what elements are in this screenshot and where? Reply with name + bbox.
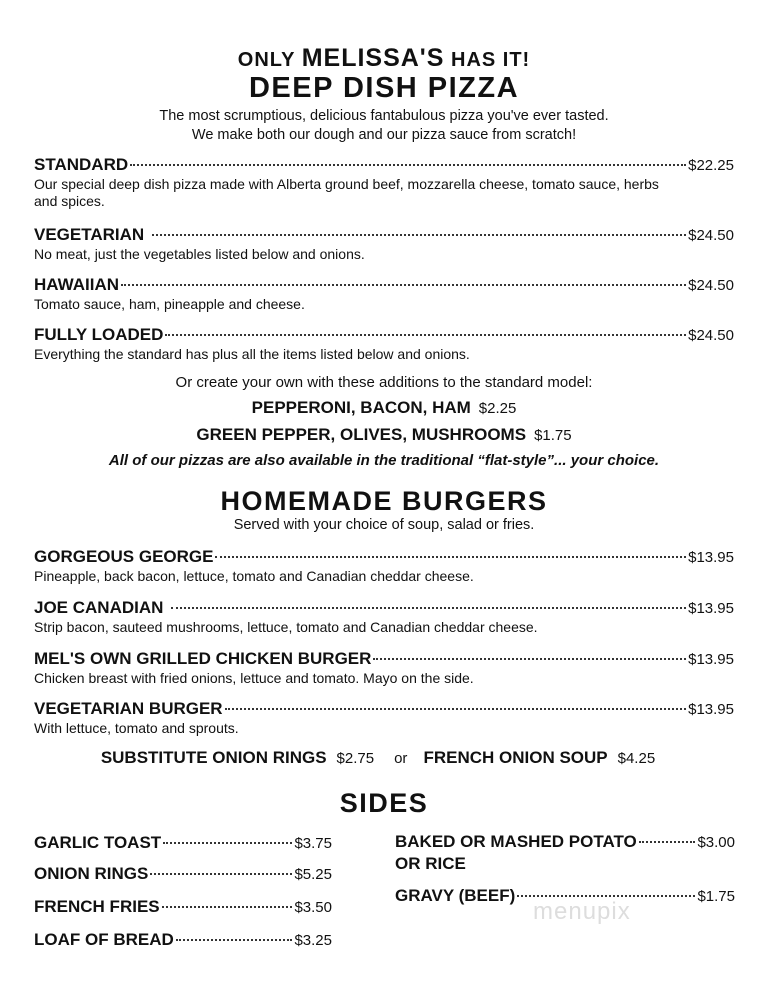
item-description: Chicken breast with fried onions, lettuce and tomato. Mayo on the side.: [34, 670, 474, 686]
item-price: $24.50: [688, 277, 734, 294]
tagline-line-2: We make both our dough and our pizza sauce from scratch!: [191, 127, 577, 143]
dot-leader: [163, 842, 292, 844]
side-item: [34, 897, 332, 917]
dot-leader: [215, 556, 686, 558]
item-price: $13.95: [688, 600, 734, 617]
dot-leader: [225, 708, 687, 710]
addition-meats-label: PEPPERONI, BACON, HAM: [251, 398, 471, 417]
burgers-subtitle: Served with your choice of soup, salad or fries.: [233, 517, 535, 533]
dot-leader: [130, 164, 686, 166]
item-name-line-2: OR RICE: [395, 854, 466, 873]
burger-substitutions: [0, 748, 768, 768]
dot-leader: [150, 873, 292, 875]
item-name: GRAVY (BEEF): [395, 886, 516, 905]
dot-leader: [152, 234, 686, 236]
item-description: Our special deep dish pizza made with Alberta ground beef, mozzarella cheese, tomato sauce, herbs and spices.: [34, 176, 659, 209]
item-name: STANDARD: [34, 155, 129, 174]
addition-meats-price: $2.25: [478, 400, 517, 417]
side-item: [34, 833, 332, 853]
substitute-onion-rings-price: $2.75: [336, 750, 375, 767]
item-price: $5.25: [294, 866, 332, 883]
menu-item-pizza-standard: [34, 155, 734, 210]
item-name: BAKED OR MASHED POTATO: [395, 832, 637, 851]
item-price: $13.95: [688, 701, 734, 718]
item-price: $13.95: [688, 651, 734, 668]
item-name: VEGETARIAN: [34, 225, 145, 244]
side-item-potato: [395, 832, 735, 874]
item-name: JOE CANADIAN: [34, 598, 164, 617]
item-name: ONION RINGS: [34, 864, 149, 883]
menu-item-burger-grilled-chicken: [34, 649, 734, 687]
item-name: HAWAIIAN: [34, 275, 119, 294]
dot-leader: [517, 895, 695, 897]
item-price: $3.25: [294, 932, 332, 949]
menu-item-pizza-hawaiian: [34, 275, 734, 313]
french-onion-soup-label: FRENCH ONION SOUP: [423, 748, 608, 767]
menu-item-pizza-fully-loaded: [34, 325, 734, 363]
additions-intro: Or create your own with these additions to the standard model:: [175, 374, 593, 391]
item-description: Tomato sauce, ham, pineapple and cheese.: [34, 296, 305, 312]
item-price: $13.95: [688, 549, 734, 566]
addition-meats: [0, 398, 768, 418]
item-name: VEGETARIAN BURGER: [34, 699, 223, 718]
item-price: $3.75: [294, 835, 332, 852]
menu-item-pizza-vegetarian: [34, 225, 734, 263]
item-name: FRENCH FRIES: [34, 897, 160, 916]
burgers-title: HOMEMADE BURGERS: [220, 486, 548, 516]
substitute-onion-rings-label: SUBSTITUTE ONION RINGS: [100, 748, 327, 767]
watermark: menupix: [533, 898, 631, 925]
menu-item-burger-vegetarian: [34, 699, 734, 737]
or-text: or: [394, 750, 408, 767]
tagline-line-1: The most scrumptious, delicious fantabulous pizza you've ever tasted.: [159, 108, 609, 124]
sides-title: SIDES: [339, 788, 429, 818]
item-name: LOAF OF BREAD: [34, 930, 174, 949]
item-description: Strip bacon, sauteed mushrooms, lettuce, tomato and Canadian cheddar cheese.: [34, 619, 538, 635]
kicker-name: MELISSA'S: [301, 44, 445, 72]
item-price: $1.75: [697, 888, 735, 905]
flat-style-note: All of our pizzas are also available in the traditional “flat-style”... your choice.: [108, 452, 660, 469]
header-kicker: [0, 44, 768, 73]
item-description: Everything the standard has plus all the items listed below and onions.: [34, 346, 470, 362]
kicker-post: HAS IT!: [451, 49, 531, 71]
side-item: [34, 930, 332, 950]
item-price: $24.50: [688, 327, 734, 344]
item-price: $24.50: [688, 227, 734, 244]
item-price: $3.50: [294, 899, 332, 916]
dot-leader: [373, 658, 686, 660]
item-description: No meat, just the vegetables listed below and onions.: [34, 246, 365, 262]
dot-leader: [165, 334, 686, 336]
item-name: GARLIC TOAST: [34, 833, 162, 852]
addition-veggies: [0, 425, 768, 445]
kicker-pre: ONLY: [237, 49, 296, 71]
item-price: $22.25: [688, 157, 734, 174]
addition-veggies-label: GREEN PEPPER, OLIVES, MUSHROOMS: [196, 425, 527, 444]
tagline: [0, 107, 768, 145]
item-description: Pineapple, back bacon, lettuce, tomato and Canadian cheddar cheese.: [34, 568, 474, 584]
page-title: DEEP DISH PIZZA: [248, 72, 520, 104]
dot-leader: [176, 939, 293, 941]
dot-leader: [162, 906, 293, 908]
menu-item-burger-gorgeous-george: [34, 547, 734, 585]
side-item: [34, 864, 332, 884]
item-name: GORGEOUS GEORGE: [34, 547, 214, 566]
item-description: With lettuce, tomato and sprouts.: [34, 720, 239, 736]
item-name: FULLY LOADED: [34, 325, 164, 344]
item-name: MEL'S OWN GRILLED CHICKEN BURGER: [34, 649, 372, 668]
item-price: $3.00: [697, 834, 735, 851]
addition-veggies-price: $1.75: [534, 427, 572, 444]
dot-leader: [121, 284, 686, 286]
french-onion-soup-price: $4.25: [617, 750, 656, 767]
menu-item-burger-joe-canadian: [34, 598, 734, 636]
dot-leader: [171, 607, 686, 609]
dot-leader: [639, 841, 696, 843]
